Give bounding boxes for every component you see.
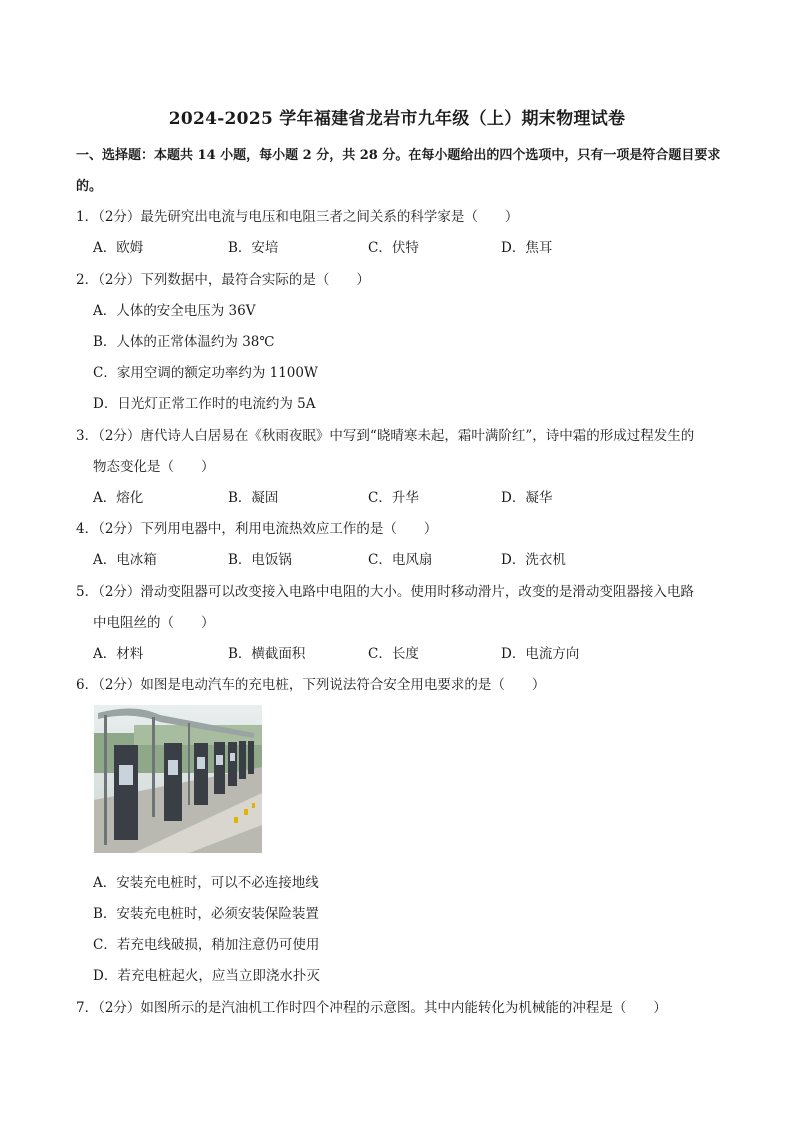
question-5-stem-continued: 中电阻丝的（ ）	[93, 615, 215, 631]
question-7-stem: 7．（2分）如图所示的是汽油机工作时四个冲程的示意图。其中内能转化为机械能的冲程是（ ）	[76, 1000, 667, 1016]
q2-option-c[interactable]: C．家用空调的额定功率约为 1100W	[93, 365, 318, 381]
q3-option-c[interactable]: C．升华	[368, 490, 419, 506]
question-4-stem: 4．（2分）下列用电器中，利用电流热效应工作的是（ ）	[76, 521, 438, 537]
q3-option-d[interactable]: D．凝华	[501, 490, 553, 506]
question-3-stem: 3．（2分）唐代诗人白居易在《秋雨夜眠》中写到“晓晴寒未起，霜叶满阶红”，诗中霜的形成过程发生的	[76, 428, 695, 444]
q6-option-d[interactable]: D．若充电桩起火，应当立即浇水扑灭	[93, 968, 320, 984]
charging-station-photo	[94, 705, 262, 853]
question-2-stem: 2．（2分）下列数据中，最符合实际的是（ ）	[76, 272, 370, 288]
q2-option-d[interactable]: D．日光灯正常工作时的电流约为 5A	[93, 396, 316, 412]
q2-option-a[interactable]: A．人体的安全电压为 36V	[93, 303, 256, 319]
q5-option-c[interactable]: C．长度	[368, 646, 419, 662]
q3-option-b[interactable]: B．凝固	[228, 490, 279, 506]
q1-option-a[interactable]: A．欧姆	[93, 240, 144, 256]
question-5-stem: 5．（2分）滑动变阻器可以改变接入电路中电阻的大小。使用时移动滑片，改变的是滑动变阻器接入电路	[76, 584, 694, 600]
q4-option-b[interactable]: B．电饭锅	[228, 552, 292, 568]
exam-title: 2024-2025 学年福建省龙岩市九年级（上）期末物理试卷	[168, 109, 626, 129]
question-3-stem-continued: 物态变化是（ ）	[93, 459, 215, 475]
q2-option-b[interactable]: B．人体的正常体温约为 38℃	[93, 334, 275, 350]
q5-option-d[interactable]: D．电流方向	[501, 646, 580, 662]
section-heading: 一、选择题：本题共 14 小题，每小题 2 分，共 28 分。在每小题给出的四个选项中，只有一项是符合题目要求的。	[76, 148, 721, 194]
q6-option-c[interactable]: C．若充电线破损，稍加注意仍可使用	[93, 937, 320, 953]
q5-option-a[interactable]: A．材料	[93, 646, 144, 662]
q4-option-a[interactable]: A．电冰箱	[93, 552, 157, 568]
q1-option-c[interactable]: C．伏特	[368, 240, 419, 256]
q5-option-b[interactable]: B．横截面积	[228, 646, 306, 662]
q3-option-a[interactable]: A．熔化	[93, 490, 144, 506]
q6-option-a[interactable]: A．安装充电桩时，可以不必连接地线	[93, 875, 319, 891]
q1-option-d[interactable]: D．焦耳	[501, 240, 553, 256]
question-6-stem: 6．（2分）如图是电动汽车的充电桩，下列说法符合安全用电要求的是（ ）	[76, 677, 546, 693]
q4-option-c[interactable]: C．电风扇	[368, 552, 433, 568]
q1-option-b[interactable]: B．安培	[228, 240, 279, 256]
question-1-stem: 1．（2分）最先研究出电流与电压和电阻三者之间关系的科学家是（ ）	[76, 209, 519, 225]
q6-option-b[interactable]: B．安装充电桩时，必须安装保险装置	[93, 906, 319, 922]
charging-station-illustration	[94, 705, 262, 853]
q4-option-d[interactable]: D．洗衣机	[501, 552, 566, 568]
